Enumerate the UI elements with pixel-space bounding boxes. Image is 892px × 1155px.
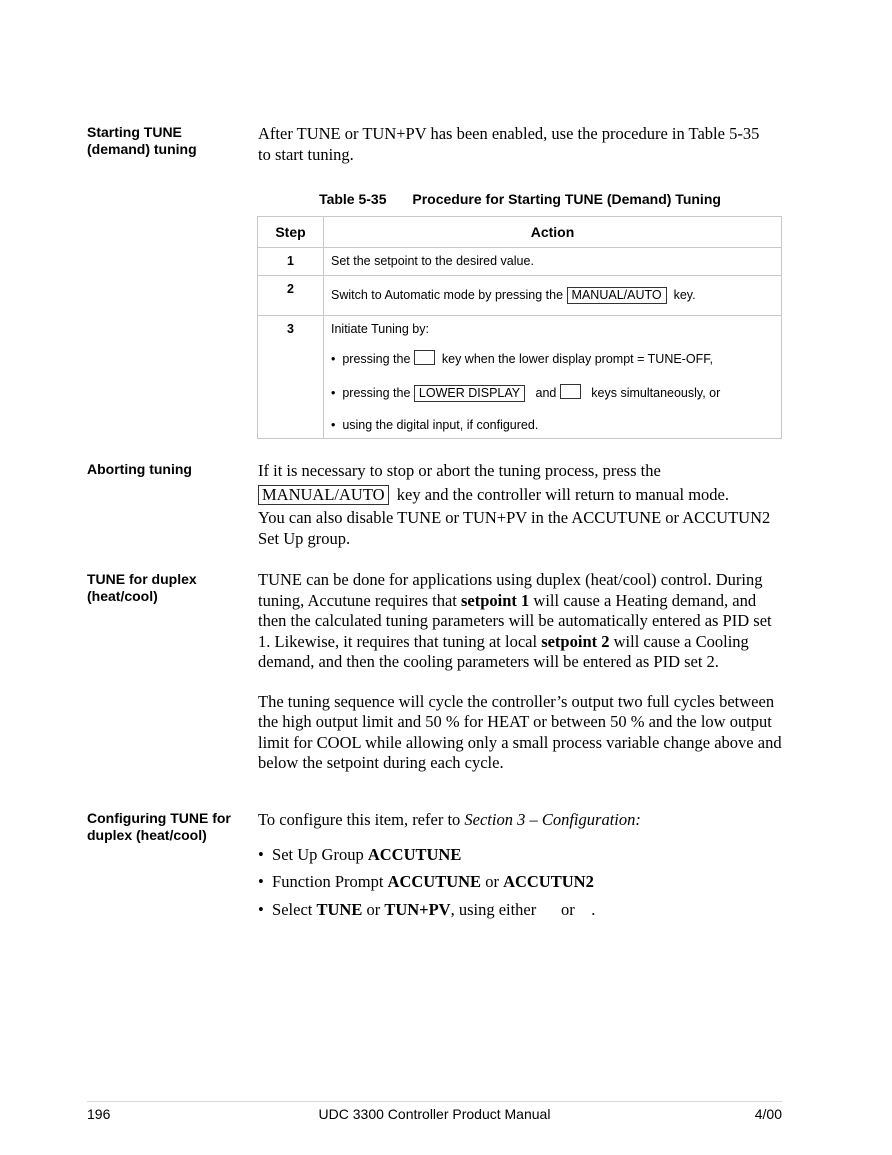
bold-text: ACCUTUNE xyxy=(387,872,482,891)
list-item: • pressing the LOWER DISPLAY and keys simultaneously, or xyxy=(331,386,721,400)
config-list xyxy=(258,845,788,921)
col-step-header: Step xyxy=(258,217,324,248)
text: Select xyxy=(272,899,317,919)
step-action xyxy=(324,316,782,439)
bold-text: ACCUTUNE xyxy=(367,844,462,864)
revision-date: 4/00 xyxy=(754,1106,782,1122)
step-action-text: key. xyxy=(673,288,696,302)
text: Function Prompt xyxy=(272,872,388,891)
step-action-text: and xyxy=(535,386,557,400)
list-item: • Select TUNE or TUN+PV, using either or . xyxy=(258,899,596,919)
starting-tune-text: After TUNE or TUN+PV has been enabled, use the procedure in Table 5-35 to start tuning. xyxy=(258,124,760,164)
list-item: • pressing the key when the lower display prompt = TUNE-OFF, xyxy=(331,352,713,366)
step-action xyxy=(324,276,782,316)
step-action-text: keys simultaneously, or xyxy=(591,386,721,400)
step-number: 1 xyxy=(258,248,324,276)
manual-title: UDC 3300 Controller Product Manual xyxy=(318,1106,551,1122)
bold-text: setpoint 1 xyxy=(461,590,530,610)
paragraph: The tuning sequence will cycle the controller’s output two full cycles between the high output limit and 50 % for HEAT or between 50 % and the low output limit for COOL while allowing only a small process variable change above and below the setpoint during each cycle. xyxy=(258,691,782,772)
aborting-text: If it is necessary to stop or abort the tuning process, press the xyxy=(258,461,661,480)
lower-display-key: LOWER DISPLAY xyxy=(414,385,525,402)
text: will cause a Cooling demand, and then the cooling parameters will be entered as PID set 2. xyxy=(258,631,749,671)
blank-key-icon xyxy=(414,350,435,365)
bold-text: ACCUTUN2 xyxy=(503,872,594,891)
step-action: Set the setpoint to the desired value. xyxy=(324,248,782,276)
table-title: Procedure for Starting TUNE (Demand) Tuning xyxy=(412,191,721,207)
page-number: 196 xyxy=(87,1106,111,1122)
blank-key-icon xyxy=(560,384,581,399)
step-action-text: Switch to Automatic mode by pressing the xyxy=(331,288,564,302)
heading-configuring-tune: Configuring TUNE for duplex (heat/cool) xyxy=(87,810,231,843)
text: will cause a Heating demand, and then the calculated tuning parameters will be automatically entered as PID set 1. Likewise, it requires that tuning at local xyxy=(258,590,772,651)
aborting-text: You can also disable TUNE or TUN+PV in the ACCUTUNE or ACCUTUN2 Set Up group. xyxy=(258,508,771,548)
text: Set Up Group xyxy=(272,844,368,864)
list-item: • Function Prompt ACCUTUNE or ACCUTUN2 xyxy=(258,872,594,891)
step-number: 2 xyxy=(258,276,324,316)
procedure-table xyxy=(257,216,782,439)
text: TUNE can be done for applications using duplex (heat/cool) control. During tuning, Accutune requires that xyxy=(258,570,763,610)
page-footer xyxy=(87,1101,782,1122)
text: , using either xyxy=(450,899,537,919)
table-row xyxy=(258,276,782,316)
table-row xyxy=(258,248,782,276)
configuring-tune-text xyxy=(258,810,788,927)
text: or xyxy=(481,872,504,891)
aborting-text: key and the controller will return to manual mode. xyxy=(396,484,729,504)
manual-auto-key: MANUAL/AUTO xyxy=(567,287,667,304)
heading-aborting-tuning: Aborting tuning xyxy=(87,461,192,477)
bold-text: setpoint 2 xyxy=(541,631,610,651)
section-reference: Section 3 – Configuration: xyxy=(464,810,641,829)
list-item: • using the digital input, if configured. xyxy=(331,418,539,432)
step-action-intro: Initiate Tuning by: xyxy=(331,322,429,336)
tune-duplex-text xyxy=(258,570,788,774)
text: or xyxy=(362,899,385,919)
table-number: Table 5-35 xyxy=(319,191,387,207)
paragraph xyxy=(258,570,788,673)
bold-text: TUN+PV xyxy=(384,899,451,919)
step-action-text: key when the lower display prompt = TUNE-OFF, xyxy=(441,352,713,366)
manual-auto-key: MANUAL/AUTO xyxy=(258,485,389,505)
table-row xyxy=(258,316,782,439)
text: or xyxy=(561,899,575,919)
text: To configure this item, refer to xyxy=(258,810,465,829)
step-action-text: pressing the xyxy=(342,386,411,400)
col-action-header: Action xyxy=(324,217,782,248)
list-item: • Set Up Group ACCUTUNE xyxy=(258,844,462,864)
text: . xyxy=(591,899,596,919)
table-header-row xyxy=(258,217,782,248)
aborting-tuning-text xyxy=(258,461,788,549)
heading-tune-duplex: TUNE for duplex (heat/cool) xyxy=(87,571,197,604)
bold-text: TUNE xyxy=(316,899,363,919)
step-action-text: using the digital input, if configured. xyxy=(342,418,539,432)
heading-starting-tune: Starting TUNE (demand) tuning xyxy=(87,124,197,157)
step-number: 3 xyxy=(258,316,324,439)
table-caption xyxy=(258,191,782,207)
step-action-text: pressing the xyxy=(342,352,411,366)
